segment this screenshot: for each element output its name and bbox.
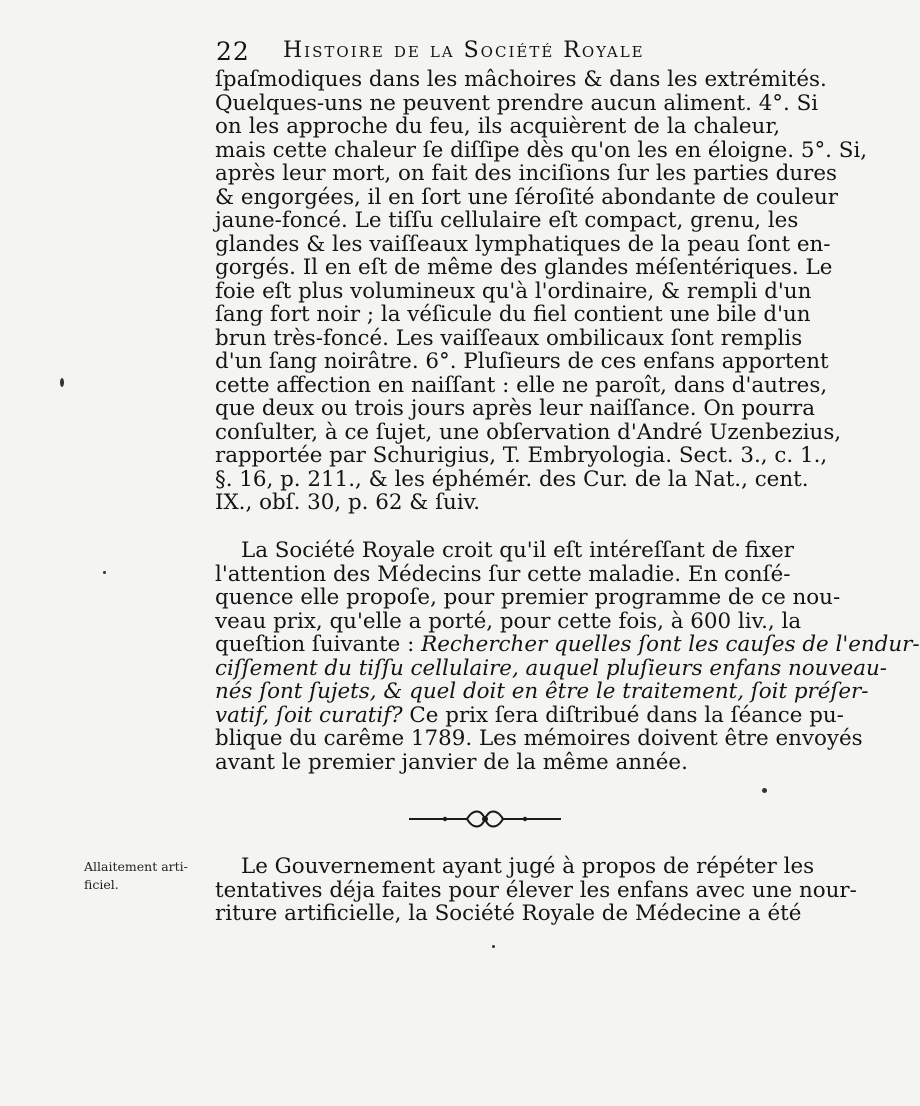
text-line: glandes & les vaiſſeaux lymphatiques de la peau ſont en- xyxy=(215,231,831,257)
text-line: après leur mort, on fait des inciſions ſur les parties dures xyxy=(215,161,837,186)
text-line: veau prix, qu'elle a porté, pour cette fois, à 600 liv., la xyxy=(215,608,802,634)
margin-note-line: ficiel. xyxy=(84,877,119,892)
text-line: IX., obſ. 30, p. 62 & ſuiv. xyxy=(215,490,481,515)
ink-speck xyxy=(103,571,106,574)
text-line: mais cette chaleur ſe diſſipe dès qu'on les en éloigne. 5°. Si, xyxy=(215,137,868,163)
prize-question: vatif, ſoit curatif? xyxy=(215,702,403,728)
ink-speck xyxy=(762,788,767,793)
text-line: l'attention des Médecins ſur cette maladie. En conſé- xyxy=(215,561,791,587)
text-line: rapportée par Schurigius, T. Embryologia. Sect. 3., c. 1., xyxy=(215,443,828,468)
text-fragment: Ce prix ſera diſtribué dans la ſéance pu- xyxy=(402,702,844,728)
text-line: ſang fort noir ; la véſicule du fiel contient une bile d'un xyxy=(215,302,811,327)
text-line: & engorgées, il en ſort une ſéroſité abondante de couleur xyxy=(215,184,838,210)
text-line: avant le premier janvier de la même année. xyxy=(215,749,688,775)
paragraph-artificial-feeding xyxy=(215,854,857,926)
ink-speck xyxy=(60,378,64,387)
prize-question: nés ſont ſujets, & quel doit en être le traitement, ſoit préſer- xyxy=(215,679,869,704)
text-line: blique du carême 1789. Les mémoires doivent être envoyés xyxy=(215,726,863,751)
text-line: cette affection en naiſſant : elle ne paroît, dans d'autres, xyxy=(215,372,828,398)
ornament-divider xyxy=(405,805,565,833)
prize-question: ciſſement du tiſſu cellulaire, auquel pluſieurs enfans nouveau- xyxy=(215,655,887,681)
margin-note-line: Allaitement arti- xyxy=(84,859,188,874)
text-line: §. 16, p. 211., & les éphémér. des Cur. de la Nat., cent. xyxy=(215,466,809,492)
margin-note xyxy=(84,858,214,894)
text-line: riture artificielle, la Société Royale de Médecine a été xyxy=(215,901,802,926)
text-line: jaune-foncé. Le tiſſu cellulaire eſt compact, grenu, les xyxy=(215,208,799,233)
page-number: 22 xyxy=(216,37,250,66)
text-line xyxy=(215,632,920,657)
text-line: conſulter, à ce ſujet, une obſervation d'André Uzenbezius, xyxy=(215,419,842,445)
paragraph-symptoms xyxy=(215,67,868,515)
running-title: Histoire de la Société Royale xyxy=(283,38,645,63)
text-line: on les approche du feu, ils acquièrent de la chaleur, xyxy=(215,114,780,139)
text-line: Quelques-uns ne peuvent prendre aucun aliment. 4°. Si xyxy=(215,90,819,116)
paragraph-prize-announcement xyxy=(215,538,920,775)
ink-speck xyxy=(492,945,495,948)
text-line: tentatives déja faites pour élever les enfans avec une nour- xyxy=(215,877,857,903)
text-line: quence elle propoſe, pour premier programme de ce nou- xyxy=(215,585,841,610)
text-line: Le Gouvernement ayant jugé à propos de répéter les xyxy=(241,854,815,879)
text-line: d'un ſang noirâtre. 6°. Pluſieurs de ces enfans apportent xyxy=(215,349,829,374)
text-line: ſpaſmodiques dans les mâchoires & dans les extrémités. xyxy=(215,67,827,92)
page-header xyxy=(210,34,785,68)
text-line: brun très-foncé. Les vaiſſeaux ombilicaux ſont remplis xyxy=(215,325,803,351)
question-intro: queſtion ſuivante : xyxy=(215,632,422,657)
text-line: que deux ou trois jours après leur naiſſance. On pourra xyxy=(215,396,816,421)
text-line: foie eſt plus volumineux qu'à l'ordinaire, & rempli d'un xyxy=(215,278,812,304)
text-line: gorgés. Il en eſt de même des glandes méſentériques. Le xyxy=(215,255,833,280)
text-line xyxy=(215,702,844,728)
prize-question: Rechercher quelles ſont les cauſes de l'endur- xyxy=(421,632,920,657)
text-line: La Société Royale croit qu'il eſt intéreſſant de fixer xyxy=(241,538,794,563)
